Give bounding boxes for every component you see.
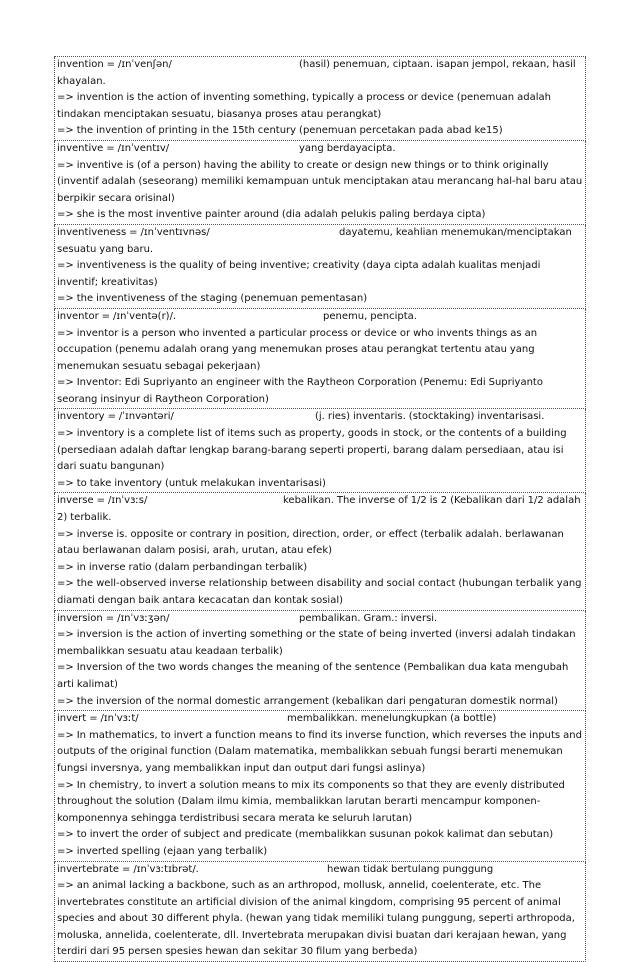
example-line: => the inversion of the normal domestic arrangement (kebalikan dari pengaturan domestik normal) xyxy=(57,694,583,711)
headword: invertebrate = /ɪnˈvɜːtɪbrət/. xyxy=(57,862,327,879)
example-line: => the invention of printing in the 15th century (penemuan percetakan pada abad ke15) xyxy=(57,123,583,140)
example-line: => inverted spelling (ejaan yang terbalik) xyxy=(57,844,583,861)
entry-heading xyxy=(57,862,583,879)
headword: inversion = /ɪnˈvɜːʒən/ xyxy=(57,611,299,628)
dictionary-entry xyxy=(54,309,586,410)
example-line: => Inversion of the two words changes the meaning of the sentence (Pembalikan dua kata mengubah arti kalimat) xyxy=(57,660,583,693)
dictionary-entry xyxy=(54,711,586,861)
definition: yang berdayacipta. xyxy=(299,143,396,154)
definition: kebalikan. The inverse of 1/2 is 2 (Kebalikan dari 1/2 adalah 2) terbalik. xyxy=(57,495,581,523)
example-line: => invention is the action of inventing something, typically a process or device (penemuan adalah tindakan menciptakan sesuatu, biasanya proses atau perangkat) xyxy=(57,90,583,123)
example-line: => In chemistry, to invert a solution means to mix its components so that they are evenly distributed throughout the solution (Dalam ilmu kimia, membalikkan larutan berarti mencampur komponen-komponennya sehingga terdistribusi secara merata ke seluruh larutan) xyxy=(57,778,583,828)
dictionary-entry xyxy=(54,862,586,962)
example-line: => inventiveness is the quality of being inventive; creativity (daya cipta adalah kualitas menjadi inventif; kreativitas) xyxy=(57,258,583,291)
definition: hewan tidak bertulang punggung xyxy=(327,864,493,875)
dictionary-entry xyxy=(54,409,586,493)
dictionary-entry xyxy=(54,611,586,712)
definition: penemu, pencipta. xyxy=(323,311,417,322)
example-line: => the well-observed inverse relationship between disability and social contact (hubungan terbalik yang diamati dengan baik antara kecacatan dan kontak sosial) xyxy=(57,576,583,609)
example-line: => she is the most inventive painter around (dia adalah pelukis paling berdaya cipta) xyxy=(57,207,583,224)
headword: inventiveness = /ɪnˈventɪvnəs/ xyxy=(57,225,339,242)
example-line: => to invert the order of subject and predicate (membalikkan susunan pokok kalimat dan sebutan) xyxy=(57,827,583,844)
dictionary-entry xyxy=(54,141,586,225)
entry-heading xyxy=(57,309,583,326)
headword: inventive = /ɪnˈventɪv/ xyxy=(57,141,299,158)
definition: dayatemu, keahlian menemukan/menciptakan sesuatu yang baru. xyxy=(57,227,572,255)
entry-heading xyxy=(57,493,583,526)
entry-heading xyxy=(57,225,583,258)
headword: inventory = /ˈɪnvəntəri/ xyxy=(57,409,315,426)
example-line: => inverse is. opposite or contrary in position, direction, order, or effect (terbalik adalah. berlawanan atau berlawanan dalam posisi, arah, urutan, atau efek) xyxy=(57,527,583,560)
entry-heading xyxy=(57,409,583,426)
definition: (hasil) penemuan, ciptaan. isapan jempol, rekaan, hasil khayalan. xyxy=(57,59,576,87)
headword: inverse = /ɪnˈvɜːs/ xyxy=(57,493,283,510)
headword: invention = /ɪnˈvenʃən/ xyxy=(57,57,299,74)
example-line: => inventory is a complete list of items such as property, goods in stock, or the contents of a building (persediaan adalah daftar lengkap barang-barang seperti properti, barang dalam persediaan, atau isi dari suatu bangunan) xyxy=(57,426,583,476)
entry-heading xyxy=(57,611,583,628)
dictionary-entry xyxy=(54,493,586,610)
headword: invert = /ɪnˈvɜːt/ xyxy=(57,711,287,728)
example-line: => the inventiveness of the staging (penemuan pementasan) xyxy=(57,291,583,308)
example-line: => inversion is the action of inverting something or the state of being inverted (inversi adalah tindakan membalikkan sesuatu atau keadaan terbalik) xyxy=(57,627,583,660)
example-line: => in inverse ratio (dalam perbandingan terbalik) xyxy=(57,560,583,577)
headword: inventor = /ɪnˈventə(r)/. xyxy=(57,309,323,326)
definition: membalikkan. menelungkupkan (a bottle) xyxy=(287,713,496,724)
entry-heading xyxy=(57,711,583,728)
dictionary-page xyxy=(54,56,586,962)
example-line: => an animal lacking a backbone, such as an arthropod, mollusk, annelid, coelenterate, etc. The invertebrates constitute an artificial division of the animal kingdom, comprising 95 percent of animal species and about 30 different phyla. (hewan yang tidak memiliki tulang punggung, seperti arthropoda, moluska, annelida, coelenterate, dll. Invertebrata merupakan divisi buatan dari kerajaan hewan, yang terdiri dari 95 persen spesies hewan dan sekitar 30 filum yang berbeda) xyxy=(57,878,583,961)
entry-heading xyxy=(57,57,583,90)
dictionary-entry xyxy=(54,57,586,141)
dictionary-entry xyxy=(54,225,586,309)
definition: pembalikan. Gram.: inversi. xyxy=(299,613,437,624)
example-line: => In mathematics, to invert a function means to find its inverse function, which reverses the inputs and outputs of the original function (Dalam matematika, membalikkan sebuah fungsi berarti menemukan fungsi inversnya, yang membalikkan input dan output dari fungsi aslinya) xyxy=(57,728,583,778)
example-line: => inventive is (of a person) having the ability to create or design new things or to think originally (inventif adalah (seseorang) memiliki kemampuan untuk menciptakan atau merancang hal-hal baru atau berpikir secara orisinal) xyxy=(57,158,583,208)
example-line: => to take inventory (untuk melakukan inventarisasi) xyxy=(57,476,583,493)
example-line: => Inventor: Edi Supriyanto an engineer with the Raytheon Corporation (Penemu: Edi Supriyanto seorang insinyur di Raytheon Corporation) xyxy=(57,375,583,408)
entry-heading xyxy=(57,141,583,158)
definition: (j. ries) inventaris. (stocktaking) inventarisasi. xyxy=(315,411,544,422)
example-line: => inventor is a person who invented a particular process or device or who invents things as an occupation (penemu adalah orang yang menemukan proses atau perangkat tertentu atau yang menemukan sesuatu sebagai pekerjaan) xyxy=(57,326,583,376)
